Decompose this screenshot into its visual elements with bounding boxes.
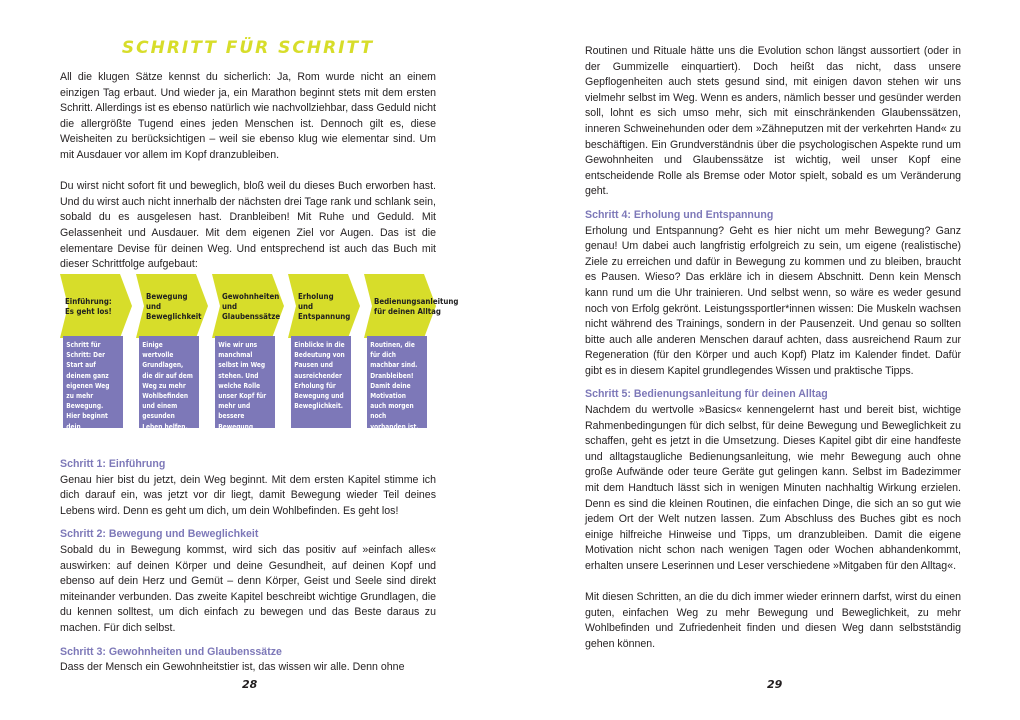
step-5-heading: Schritt 5: Bedienungsanleitung für deinen Alltag bbox=[585, 388, 828, 401]
step-label: Erholung und Entspannung bbox=[298, 291, 351, 321]
step-card bbox=[63, 336, 123, 441]
intro-paragraph-2: Du wirst nicht sofort fit und beweglich, bloß weil du dieses Buch erworben hast. Und du wirst auch nicht innerhalb der nächsten drei Tage rank und schlank sein, sobald du es ausgelesen hast. Dranbleiben! Mit Ruhe und Geduld. Mit Gelassenheit und Ausdauer. Mit dem eigenen Ziel vor Augen. Das ist die elementare Devise für deinen Weg. Und entsprechend ist auch das Buch mit dieser Schrittfolge aufgebaut: bbox=[60, 180, 436, 271]
step-label: Bewegung und Beweglichkeit bbox=[146, 291, 202, 321]
step-4-text: Erholung und Entspannung? Geht es hier nicht um mehr Bewegung? Ganz genau! Um dabei auch langfristig erfolgreich zu sein, um eigene (realistische) Ziele zu erreichen und dafür in Bewegung zu kommen und zu bleiben, braucht es Pausen. Wieso? Das erkläre ich in diesem Abschnitt. Denn kein Mensch kann rund um die Uhr trainieren. Und selbst wenn, so wäre es weder gesund noch von Erfolg gekrönt. Leistungssportler*innen wissen: Die Muskeln wachsen nicht während des Trainings, sondern in der Pausenzeit. Und genau so sollten bitte auch alle anderen Menschen darauf achten, dass ausreichend Raum zur Regeneration (für den Körper und auch Kopf) Platz im Kalender findet. Dafür gibt es in diesem Kapitel grundlegendes Wissen und praktische Tipps. bbox=[585, 224, 961, 377]
step-description: Einblicke in die Bedeutung von Pausen und ausreichender Erholung für Bewegung und Beweglichkeit. bbox=[294, 340, 345, 411]
step-label: Einführung: Es geht los! bbox=[65, 296, 112, 316]
step-card bbox=[215, 336, 275, 441]
right-page bbox=[510, 0, 1020, 720]
step-3-heading: Schritt 3: Gewohnheiten und Glaubenssätze bbox=[60, 645, 282, 658]
steps-detail bbox=[60, 457, 436, 676]
step-arrow bbox=[60, 274, 132, 338]
right-paragraph-1: Routinen und Rituale hätte uns die Evolution schon längst aussortiert (oder in der Gummizelle einquartiert). Doch heißt das nicht, dass unsere Gepflogenheiten auch stets gesund sind, mit einigen davon stehen wir uns vielmehr selbst im Weg. Wenn es anders, nämlich besser und gesünder werden soll, lohnt es sich umso mehr, sich mit einschränkenden Glaubenssätzen, inneren Schweinehunden oder dem »Zähneputzen mit der verkehrten Hand« zu beschäftigen. Ein Grundverständnis über die psychologischen Aspekte rund um Gewohnheiten und Glaubenssätze ist wichtig, weil unser Kopf eine entscheidende Rolle als Bremse oder Motor spielt, sobald es um Veränderung geht. bbox=[585, 45, 961, 198]
page-number-left: 28 bbox=[242, 678, 258, 691]
step-4 bbox=[288, 274, 360, 411]
step-description: Wie wir uns manchmal selbst im Weg stehen. Und welche Rolle unser Kopf für mehr und bessere Bewegung spielt. bbox=[218, 340, 267, 441]
steps-diagram bbox=[60, 274, 459, 441]
step-arrow bbox=[212, 274, 284, 338]
step-arrow bbox=[364, 274, 459, 338]
step-1 bbox=[60, 274, 132, 441]
step-description: Routinen, die für dich machbar sind. Dranbleiben! Damit deine Motivation auch morgen noch vorhanden ist. bbox=[370, 340, 419, 431]
step-4-heading: Schritt 4: Erholung und Entspannung bbox=[585, 208, 774, 221]
closing-paragraph: Mit diesen Schritten, an die du dich immer wieder erinnern darfst, wirst du einen guten, einfachen Weg zu mehr Bewegung und Beweglichkeit, zu mehr Wohlbefinden und Zufriedenheit finden und diesen Weg dann selbstständig gehen können. bbox=[585, 591, 961, 650]
step-card bbox=[139, 336, 199, 431]
step-card bbox=[367, 336, 427, 431]
step-2-heading: Schritt 2: Bewegung und Beweglichkeit bbox=[60, 528, 259, 541]
step-arrow bbox=[288, 274, 360, 338]
step-arrow bbox=[136, 274, 208, 338]
step-2-text: Sobald du in Bewegung kommst, wird sich das positiv auf »einfach alles« auswirken: auf deinen Körper und deine Gesundheit, auf deinen Kopf und ebenso auf dein Herz und Gemüt – denn Körper, Geist und Seele sind direkt miteinander verbunden. Das zweite Kapitel beschreibt wichtige Grundlagen, die du kennen solltest, um dich einfach zu bewegen und das Beste daraus zu machen. Für dich selbst. bbox=[60, 543, 436, 634]
step-1-heading: Schritt 1: Einführung bbox=[60, 458, 166, 470]
step-card bbox=[291, 336, 351, 428]
step-description: Einige wertvolle Grundlagen, die dir auf dem Weg zu mehr Wohlbefinden und einem gesunden Leben helfen. bbox=[142, 340, 193, 431]
right-text bbox=[585, 44, 961, 653]
step-3 bbox=[212, 274, 284, 441]
step-3-text: Dass der Mensch ein Gewohnheitstier ist, das wissen wir alle. Denn ohne bbox=[60, 661, 405, 674]
step-2 bbox=[136, 274, 208, 431]
page-title: SCHRITT FÜR SCHRITT bbox=[121, 38, 375, 58]
step-label: Bedienungsanleitung für deinen Alltag bbox=[374, 296, 459, 316]
intro-text bbox=[60, 70, 436, 273]
step-1-text: Genau hier bist du jetzt, dein Weg beginnt. Mit dem ersten Kapitel stimme ich dich darauf ein, was jetzt vor dir liegt, damit Bewegung wieder Teil deines Lebens wird. Denn es geht um dich, um dein Wohlbefinden. Es geht los! bbox=[60, 473, 436, 517]
page-number-right: 29 bbox=[767, 678, 783, 691]
step-description: Schritt für Schritt: Der Start auf deinem ganz eigenen Weg zu mehr Bewegung. Hier beginnt dein Trainingslager! bbox=[66, 340, 117, 441]
step-5 bbox=[364, 274, 459, 431]
intro-paragraph-1: All die klugen Sätze kennst du sicherlich: Ja, Rom wurde nicht an einem einzigen Tag erbaut. Und wieder ja, ein Marathon beginnt stets mit dem ersten Schritt. Allerdings ist es ebenso natürlich wie nachvollziehbar, dass Geduld nicht die allergrößte Tugend eines jeden Menschen ist. Dennoch gilt es, diese Weisheiten zu berücksichtigen – weil sie ebenso klug wie elementar sind. Um mit Ausdauer vor allem im Kopf dranzubleiben. bbox=[60, 71, 436, 161]
step-label: Gewohnheiten und Glaubenssätze bbox=[222, 291, 281, 321]
step-5-text: Nachdem du wertvolle »Basics« kennengelernt hast und bereit bist, wichtige Rahmenbedingungen für dich selbst, für deine Bewegung und Beweglichkeit zu schaffen, geht es jetzt in die Umsetzung. Dieses Kapitel gibt dir eine handfeste und alltagstaugliche Bedienungsanleitung, wie mehr Bewegung auch ohne große Aufwände oder teure Geräte gut gelingen kann. Selbst im Badezimmer mit dem Handtuch lässt sich in wenigen Minuten nachhaltig Wirkung erzielen. Denn es sind die kleinen Routinen, die einfachen Dinge, die sich an so gut wie jedem Ort der Welt nutzen lassen. Zum Abschluss des Buches gibt es noch einige hilfreiche Hinweise und Tipps, um dranzubleiben. Damit die eigene Motivation nicht schon nach wenigen Tagen oder Wochen abhandenkommt, erhalten unsere Leserinnen und Leser verschiedene »Mitgaben für den Alltag«. bbox=[585, 404, 961, 572]
